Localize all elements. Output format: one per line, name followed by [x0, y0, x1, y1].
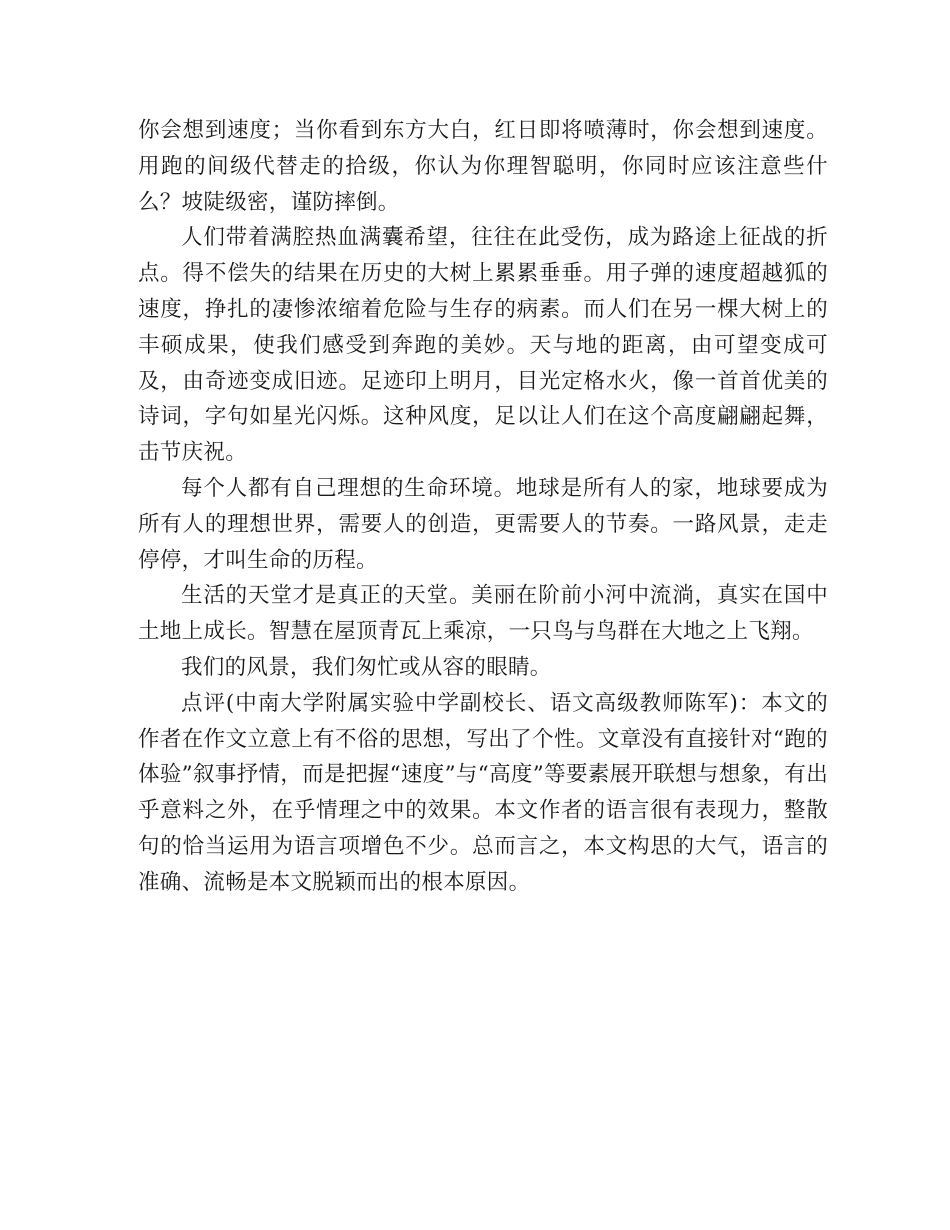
- paragraph-3: 每个人都有自己理想的生命环境。地球是所有人的家，地球要成为所有人的理想世界，需要人的创造，更需要人的节奏。一路风景，走走停停，才叫生命的历程。: [138, 475, 828, 573]
- commentary-paragraph: 点评(中南大学附属实验中学副校长、语文高级教师陈军)：本文的作者在作文立意上有不俗的思想，写出了个性。文章没有直接针对“跑的体验”叙事抒情，而是把握“速度”与“高度”等要素展开联想与想象，有出乎意料之外，在乎情理之中的效果。本文作者的语言很有表现力，整散句的恰当运用为语言项增色不少。总而言之，本文构思的大气，语言的准确、流畅是本文脱颖而出的根本原因。: [138, 690, 828, 895]
- paragraph-1: 你会想到速度；当你看到东方大白，红日即将喷薄时，你会想到速度。用跑的间级代替走的拾级，你认为你理智聪明，你同时应该注意些什么？坡陡级密，谨防摔倒。: [138, 118, 828, 215]
- paragraph-2: 人们带着满腔热血满囊希望，往往在此受伤，成为路途上征战的折点。得不偿失的结果在历史的大树上累累垂垂。用子弹的速度超越狐的速度，挣扎的凄惨浓缩着危险与生存的病素。而人们在另一棵大树上的丰硕成果，使我们感受到奔跑的美妙。天与地的距离，由可望变成可及，由奇迹变成旧迹。足迹印上明月，目光定格水火，像一首首优美的诗词，字句如星光闪烁。这种风度，足以让人们在这个高度翩翩起舞，击节庆祝。: [138, 225, 828, 466]
- paragraph-4: 生活的天堂才是真正的天堂。美丽在阶前小河中流淌，真实在国中土地上成长。智慧在屋顶青瓦上乘凉，一只鸟与鸟群在大地之上飞翔。: [138, 583, 828, 645]
- document-body: [138, 113, 828, 901]
- paragraph-5: 我们的风景，我们匆忙或从容的眼睛。: [181, 654, 552, 680]
